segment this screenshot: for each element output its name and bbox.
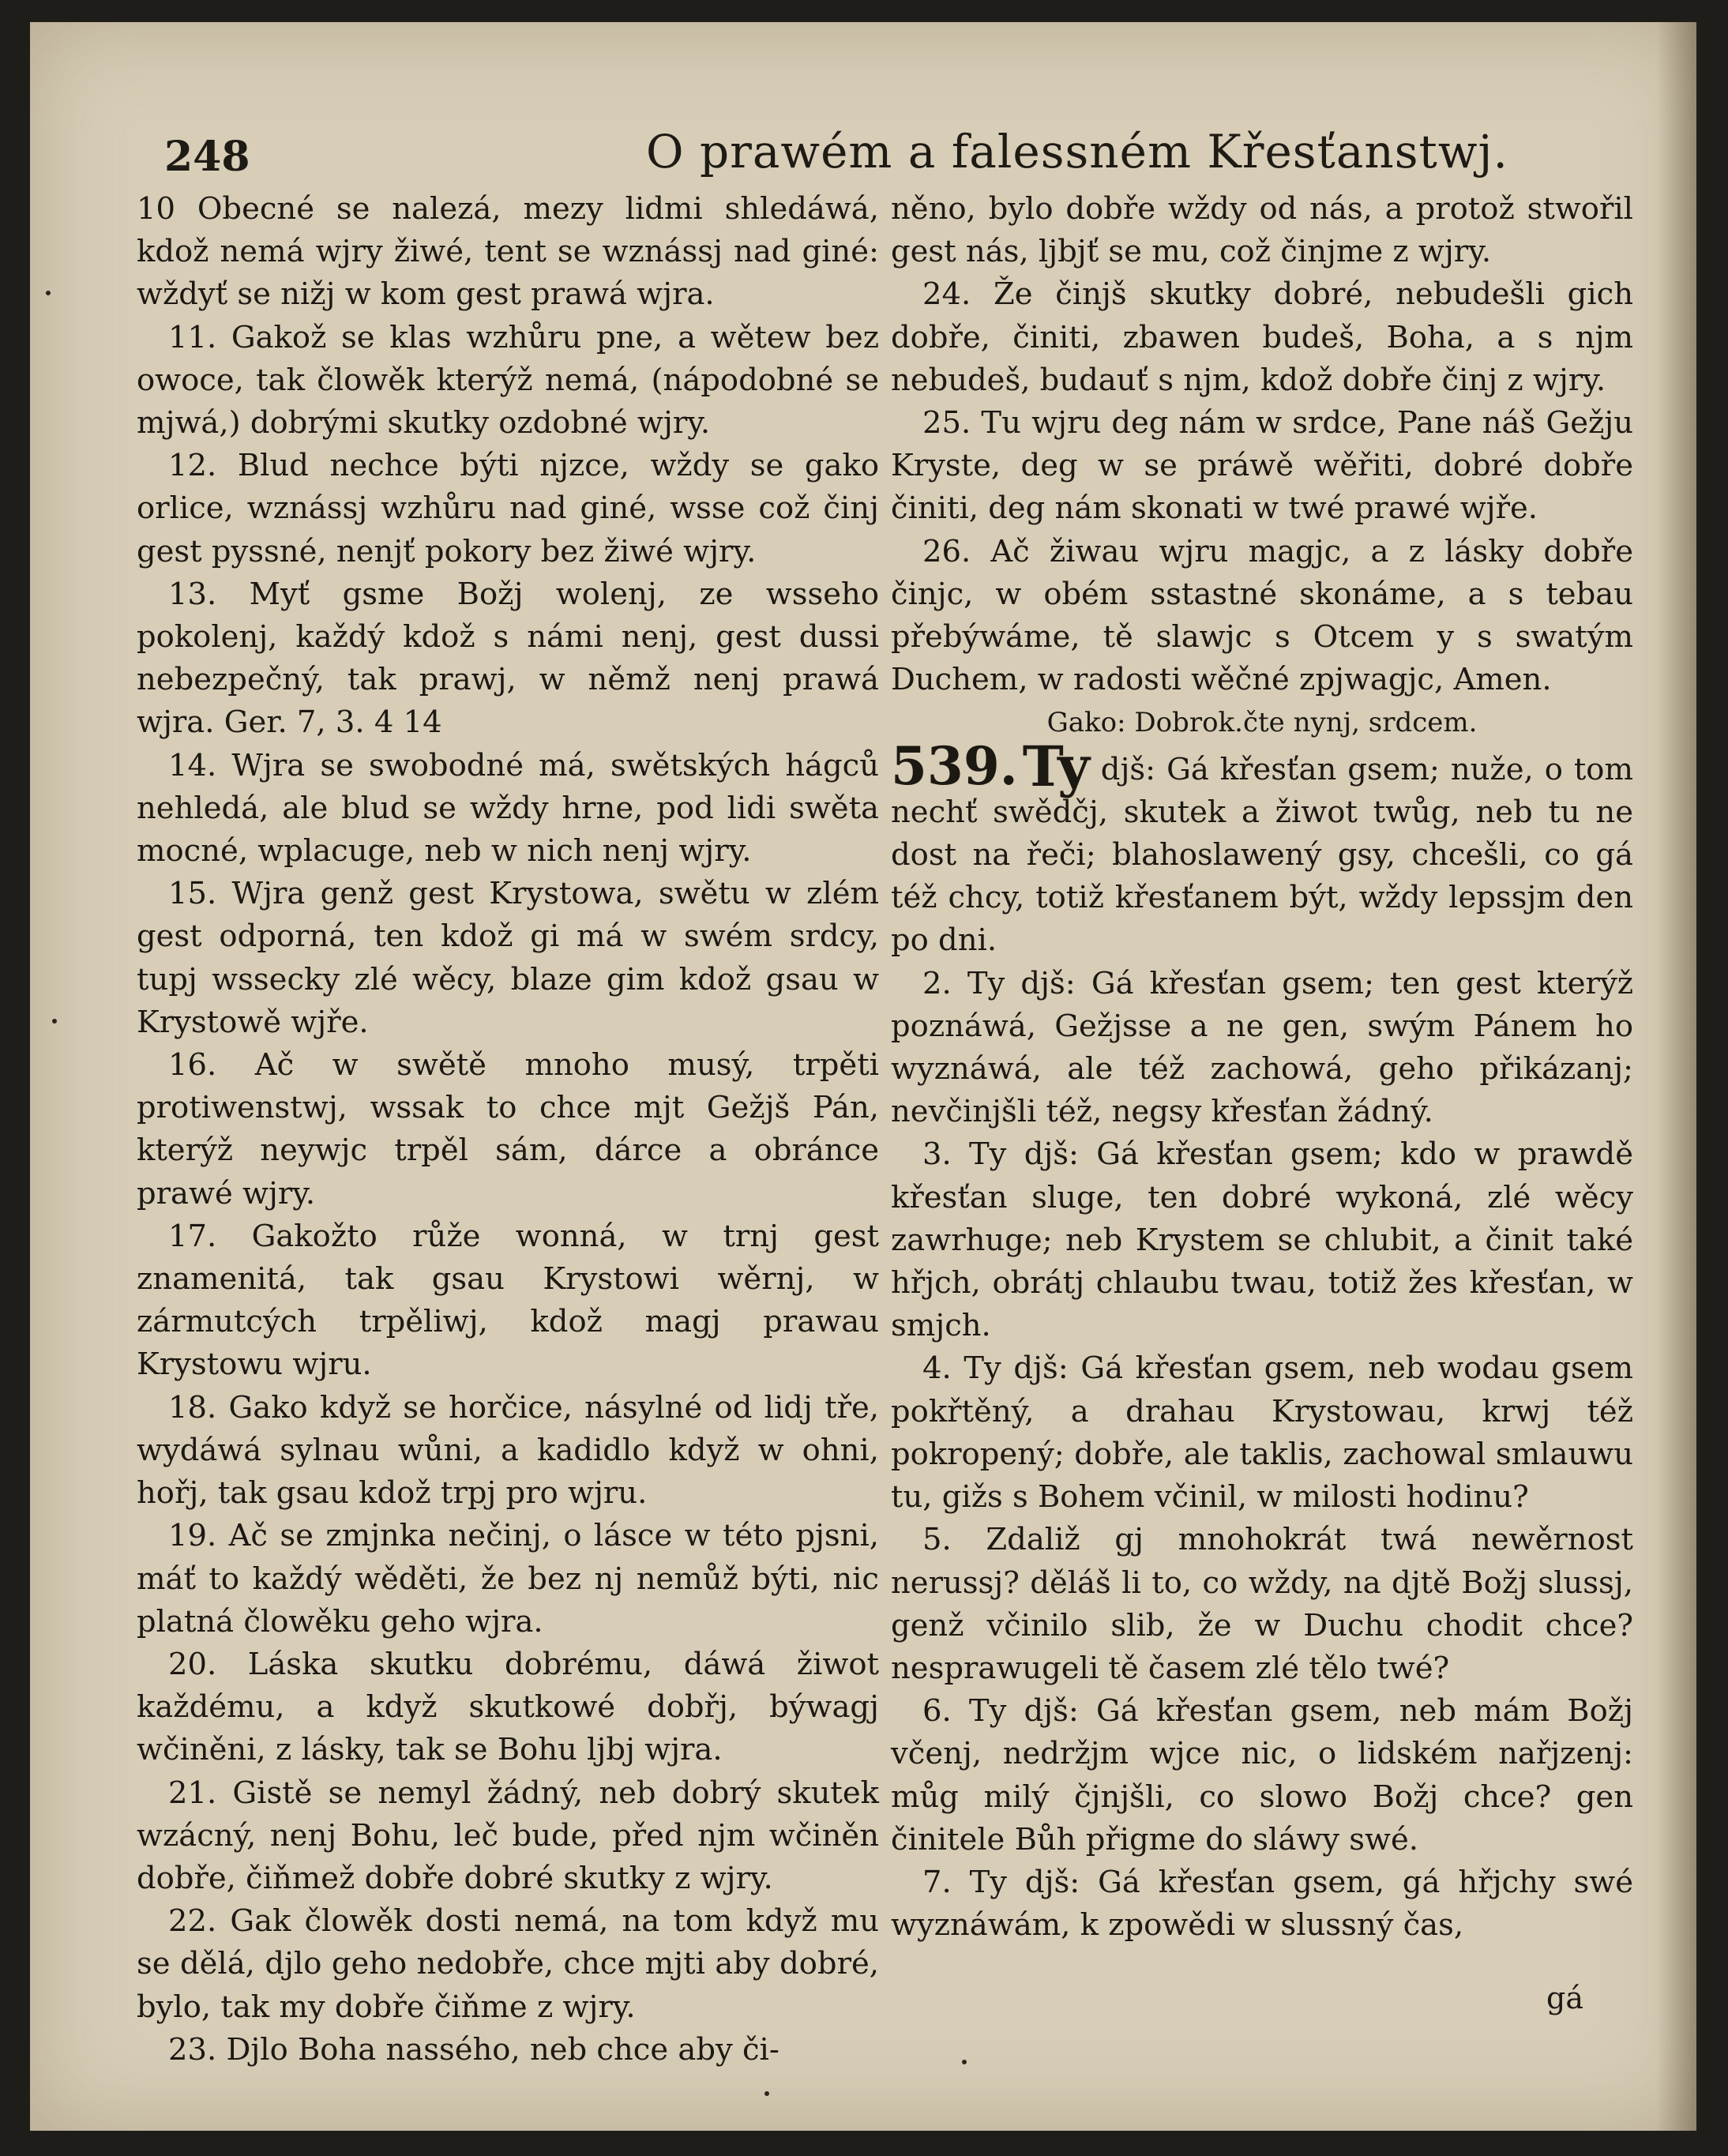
running-title: O prawém a falessném Křesťanstwj. [646, 125, 1508, 178]
paper-speck [52, 1019, 57, 1024]
verse-text: 4. Ty djš: Gá křesťan gsem, neb wodau gsem pokřtěný, a drahau Krystowau, krwj též pokropený; dobře, ale taklis, zachowal smlauwu tu, gižs s Bohem včinil, w milosti hodinu? [891, 1350, 1633, 1516]
verse-text: 25. Tu wjru deg nám w srdce, Pane náš Gežju Kryste, deg w se práwě wěřiti, dobré dobře činiti, deg nám skonati w twé prawé wjře. [891, 405, 1633, 527]
verse-text: 12. Blud nechce býti njzce, wždy se gako orlice, wznássj wzhůru nad giné, wsse což činj gest pyssné, nenjť pokory bez žiwé wjry. [137, 448, 879, 569]
verse-text: 15. Wjra genž gest Krystowa, swětu w zlém gest odporná, ten kdož gi má w swém srdcy, tupj wssecky zlé wěcy, blaze gim kdož gsau w Krystowě wjře. [137, 876, 879, 1040]
page-header [125, 117, 1610, 188]
verse-text: 24. Že činjš skutky dobré, nebudešli gich dobře, činiti, zbawen budeš, Boha, a s njm nebudeš, budauť s njm, kdož dobře činj z wjry. [891, 276, 1633, 398]
paper-speck [962, 2060, 967, 2064]
verse-text: 20. Láska skutku dobrému, dáwá žiwot každému, a když skutkowé dobřj, býwagj wčiněni, z lásky, tak se Bohu ljbj wjra. [137, 1646, 879, 1768]
verse-text: 21. Gistě se nemyl žádný, neb dobrý skutek wzácný, nenj Bohu, leč bude, před njm wčiněn dobře, čiňmež dobře dobré skutky z wjry. [137, 1775, 879, 1896]
verse-text: 23. Djlo Boha nassého, neb chce aby či- [168, 2031, 779, 2068]
page-gutter-shadow [1657, 22, 1696, 2131]
verse-text: 6. Ty djš: Gá křesťan gsem, neb mám Božj včenj, nedržjm wjce nic, o lidském nařjzenj: můg milý čjnjšli, co slowo Božj chce? gen činitele Bůh přigme do sláwy swé. [891, 1693, 1633, 1857]
catchword: gá [1546, 1981, 1583, 2015]
verse-text: 11. Gakož se klas wzhůru pne, a wětew bez owoce, tak člowěk kterýž nemá, (nápodobné se mjwá,) dobrými skutky ozdobné wjry. [137, 319, 879, 441]
hymn-start [891, 733, 1633, 963]
verse-text: 10 Obecné se nalezá, mezy lidmi shledáwá, kdož nemá wjry žiwé, tent se wznássj nad giné: wždyť se nižj w kom gest prawá wjra. [137, 191, 879, 313]
verse-text: 14. Wjra se swobodné má, swětských hágců nehledá, ale blud se wždy hrne, pod lidi swěta mocné, wplacuge, neb w nich nenj wjry. [137, 747, 879, 870]
verse-text: něno, bylo dobře wždy od nás, a protož stwořil gest nás, ljbjť se mu, což činjme z wjry. [891, 191, 1633, 270]
verse-text: 19. Ač se zmjnka nečinj, o lásce w této pjsni, máť to každý wěděti, že bez nj nemůž býti, nic platná člowěku geho wjra. [137, 1518, 879, 1640]
book-page [30, 22, 1696, 2131]
verse-text: 2. Ty djš: Gá křesťan gsem; ten gest kterýž poznáwá, Gežjsse a ne gen, swým Pánem ho wyznáwá, ale též zachowá, geho přikázanj; nevčinjšli též, negsy křesťan žádný. [891, 965, 1633, 1130]
verse-text: 22. Gak člowěk dosti nemá, na tom když mu se dělá, djlo geho nedobře, chce mjti aby dobré, bylo, tak my dobře čiňme z wjry. [137, 1903, 879, 2025]
verse-text: 26. Ač žiwau wjru magjc, a z lásky dobře činjc, w obém sstastné skonáme, a s tebau přebýwáme, tě slawjc s Otcem y s swatým Duchem, w radosti wěčné zpjwagjc, Amen. [891, 533, 1633, 698]
verse-text: 3. Ty djš: Gá křesťan gsem; kdo w prawdě křesťan sluge, ten dobré wykoná, zlé wěcy zawrhuge; neb Krystem se chlubit, a činit také hřjch, obrátj chlaubu twau, totiž žes křesťan, w smjch. [891, 1136, 1633, 1344]
verse-text: 16. Ač w swětě mnoho musý, trpěti protiwenstwj, wssak to chce mjt Gežjš Pán, kterýž neywjc trpěl sám, dárce a obránce prawé wjry. [137, 1047, 879, 1211]
verse-text: 7. Ty djš: Gá křesťan gsem, gá hřjchy swé wyznáwám, k zpowědi w slussný čas, [891, 1864, 1633, 1944]
verse-text: 5. Zdaliž gj mnohokrát twá newěrnost nerussj? děláš li to, co wždy, na djtě Božj slussj, genž včinilo slib, že w Duchu chodit chce? nesprawugeli tě časem zlé tělo twé? [891, 1522, 1633, 1686]
verse-text: 18. Gako když se horčice, násylné od lidj tře, wydáwá sylnau wůni, a kadidlo když w ohni, hořj, tak gsau kdož trpj pro wjru. [137, 1389, 879, 1512]
page-number: 248 [164, 133, 250, 181]
verse-text: 13. Myť gsme Božj wolenj, ze wsseho pokolenj, každý kdož s námi nenj, gest dussi nebezpečný, tak prawj, w němž nenj prawá wjra. Ger. 7, 3. 4 14 [137, 576, 879, 741]
paper-speck [46, 291, 51, 295]
paper-speck [764, 2091, 769, 2096]
left-column [137, 188, 879, 2071]
hymn-number: 539. [891, 734, 1018, 797]
hymn-first-verse: djš: Gá křesťan gsem; nuže, o tom nechť swědčj, skutek a žiwot twůg, neb tu ne dost na řeči; blahoslawený gsy, chcešli, co gá též chcy, totiž křesťanem být, wždy lepssjm den po dni. [891, 751, 1633, 959]
right-column [891, 188, 1633, 1947]
hymn-tune: Gako: Dobrok.čte nynj, srdcem. [1046, 707, 1478, 739]
drop-cap: Ty [1022, 733, 1090, 799]
verse-text: 17. Gakožto růže wonná, w trnj gest znamenitá, tak gsau Krystowi wěrnj, w zármutcých trpěliwj, kdož magj prawau Krystowu wjru. [137, 1218, 879, 1383]
